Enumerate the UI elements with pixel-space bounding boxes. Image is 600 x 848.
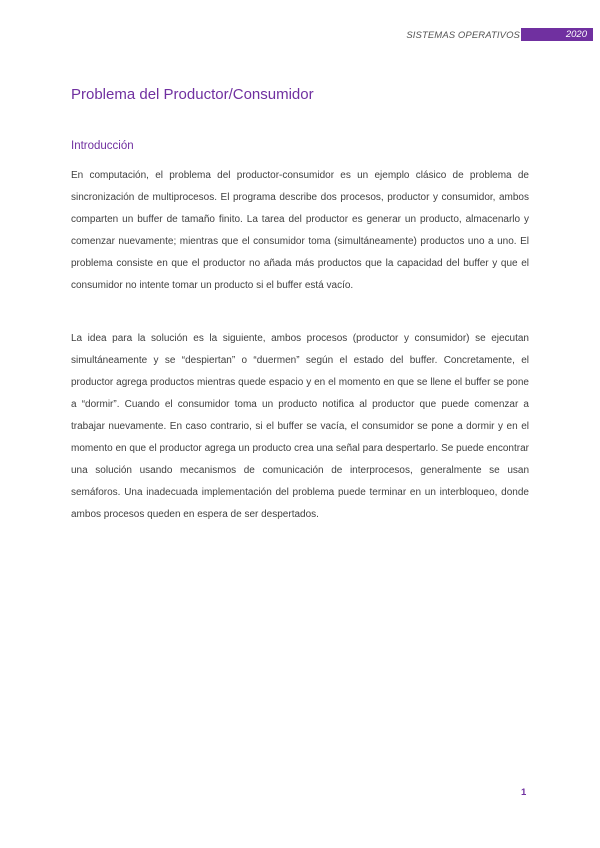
section-heading-introduccion: Introducción: [71, 140, 134, 152]
paragraph: En computación, el problema del productor-consumidor es un ejemplo clásico de problema de sincronización de multiprocesos. El programa describe dos procesos, productor y consumidor, ambos comparten un buffer de tamaño finito. La tarea del productor es generar un producto, almacenarlo y comenzar nuevamente; mientras que el consumidor toma (simultáneamente) productos uno a uno. El problema consiste en que el productor no añada más productos que la capacidad del buffer y que el consumidor no intente tomar un producto si el buffer está vacío.: [71, 170, 529, 291]
page-header: [0, 28, 600, 44]
paragraph: La idea para la solución es la siguiente, ambos procesos (productor y consumidor) se ejecutan simultáneamente y se “despiertan” o “duermen” según el estado del buffer. Concretamente, el productor agrega productos mientras quede espacio y en el momento en que se llene el buffer se pone a “dormir”. Cuando el consumidor toma un producto notifica al productor que puede comenzar a trabajar nuevamente. En caso contrario, si el buffer se vacía, el consumidor se pone a dormir y en el momento en que el productor agrega un producto crea una señal para despertarlo. Se puede encontrar una solución usando mecanismos de comunicación de interprocesos, generalmente se usan semáforos. Una inadecuada implementación del problema puede terminar en un interbloqueo, donde ambos procesos queden en espera de ser despertados.: [71, 333, 529, 520]
header-subject: SISTEMAS OPERATIVOS: [406, 30, 520, 41]
header-year-badge: 2020: [521, 28, 593, 41]
page-title: Problema del Productor/Consumidor: [71, 86, 314, 103]
page-number: 1: [521, 787, 527, 798]
